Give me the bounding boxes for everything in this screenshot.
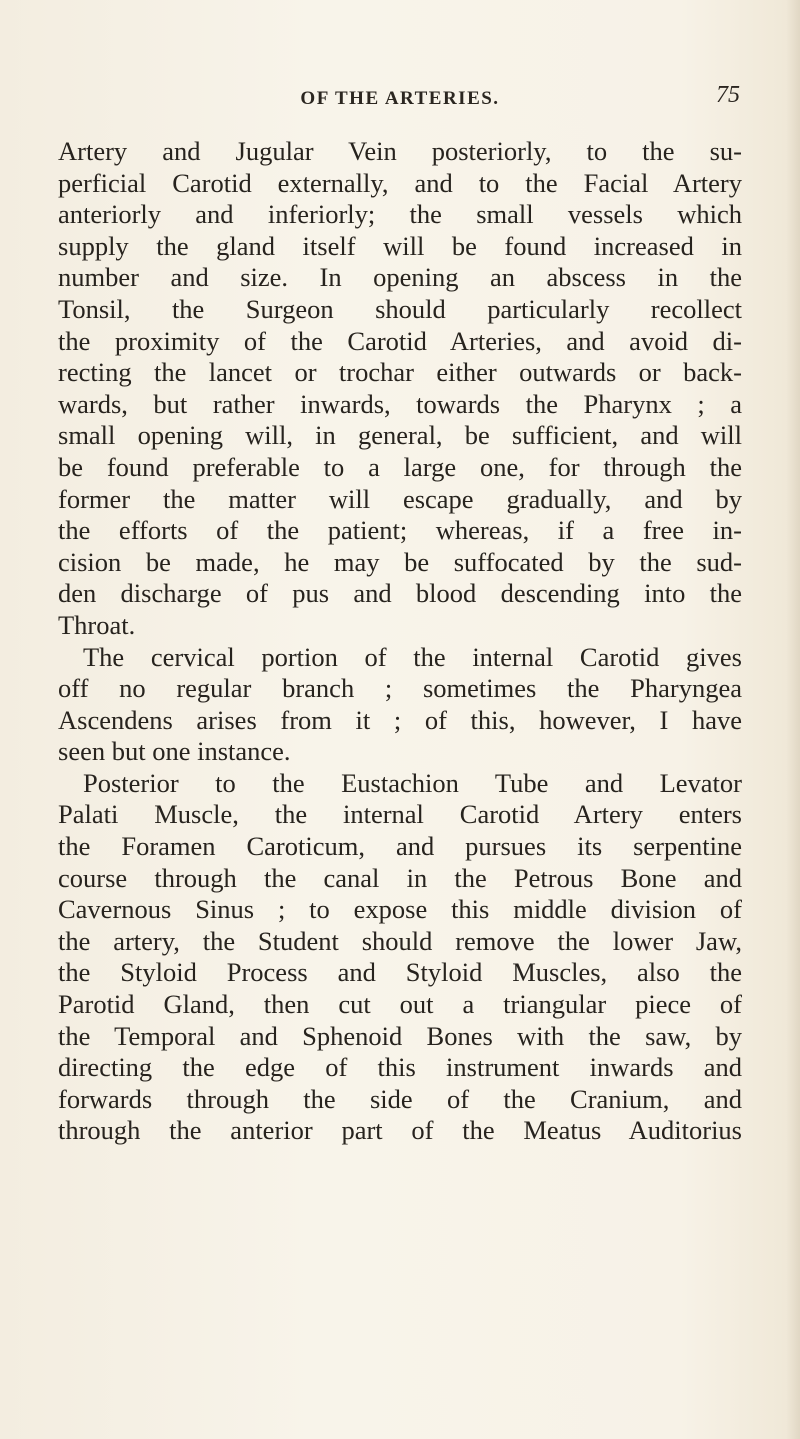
text-line: Ascendens arises from it ; of this, however, I have	[58, 704, 742, 735]
text-line: the Foramen Caroticum, and pursues its serpentine	[58, 831, 742, 862]
text-line: former the matter will escape gradually, and by	[58, 483, 742, 514]
text-line: the proximity of the Carotid Arteries, and avoid di-	[58, 325, 742, 356]
text-line: through the anterior part of the Meatus Auditorius	[58, 1115, 742, 1146]
text-line: recting the lancet or trochar either outwards or back-	[58, 357, 742, 388]
running-head	[60, 82, 740, 122]
text-line: be found preferable to a large one, for through the	[58, 451, 742, 482]
text-body	[58, 136, 742, 1147]
text-line: course through the canal in the Petrous Bone and	[58, 862, 742, 893]
text-line: the Styloid Process and Styloid Muscles, also the	[58, 957, 742, 988]
text-line: cision be made, he may be suffocated by the sud-	[58, 546, 742, 577]
text-line: seen but one instance.	[58, 736, 291, 767]
text-line: anteriorly and inferiorly; the small vessels which	[58, 199, 742, 230]
text-line: Cavernous Sinus ; to expose this middle division of	[58, 894, 742, 925]
text-line: Palati Muscle, the internal Carotid Artery enters	[58, 799, 742, 830]
text-line: number and size. In opening an abscess in the	[58, 262, 742, 293]
text-line: supply the gland itself will be found increased in	[58, 230, 742, 261]
text-line: small opening will, in general, be sufficient, and will	[58, 420, 742, 451]
text-line: Tonsil, the Surgeon should particularly recollect	[58, 293, 742, 324]
text-line: the artery, the Student should remove the lower Jaw,	[58, 925, 742, 956]
text-line: directing the edge of this instrument inwards and	[58, 1052, 742, 1083]
text-line: wards, but rather inwards, towards the Pharynx ; a	[58, 388, 742, 419]
text-line: The cervical portion of the internal Carotid gives	[83, 641, 742, 672]
text-line: Parotid Gland, then cut out a triangular piece of	[58, 989, 742, 1020]
text-line: off no regular branch ; sometimes the Pharyngea	[58, 673, 742, 704]
text-line: Posterior to the Eustachion Tube and Levator	[83, 767, 742, 798]
page-number: 75	[716, 82, 740, 108]
text-line: perficial Carotid externally, and to the Facial Artery	[58, 167, 742, 198]
text-line: the efforts of the patient; whereas, if a free in-	[58, 515, 742, 546]
text-line: Throat.	[58, 609, 136, 640]
page-edge-shadow	[786, 0, 800, 1439]
running-title: OF THE ARTERIES.	[300, 88, 500, 109]
text-line: den discharge of pus and blood descending into the	[58, 578, 742, 609]
text-line: the Temporal and Sphenoid Bones with the saw, by	[58, 1020, 742, 1051]
text-line: Artery and Jugular Vein posteriorly, to the su-	[58, 136, 742, 166]
text-line: forwards through the side of the Cranium, and	[58, 1083, 742, 1114]
